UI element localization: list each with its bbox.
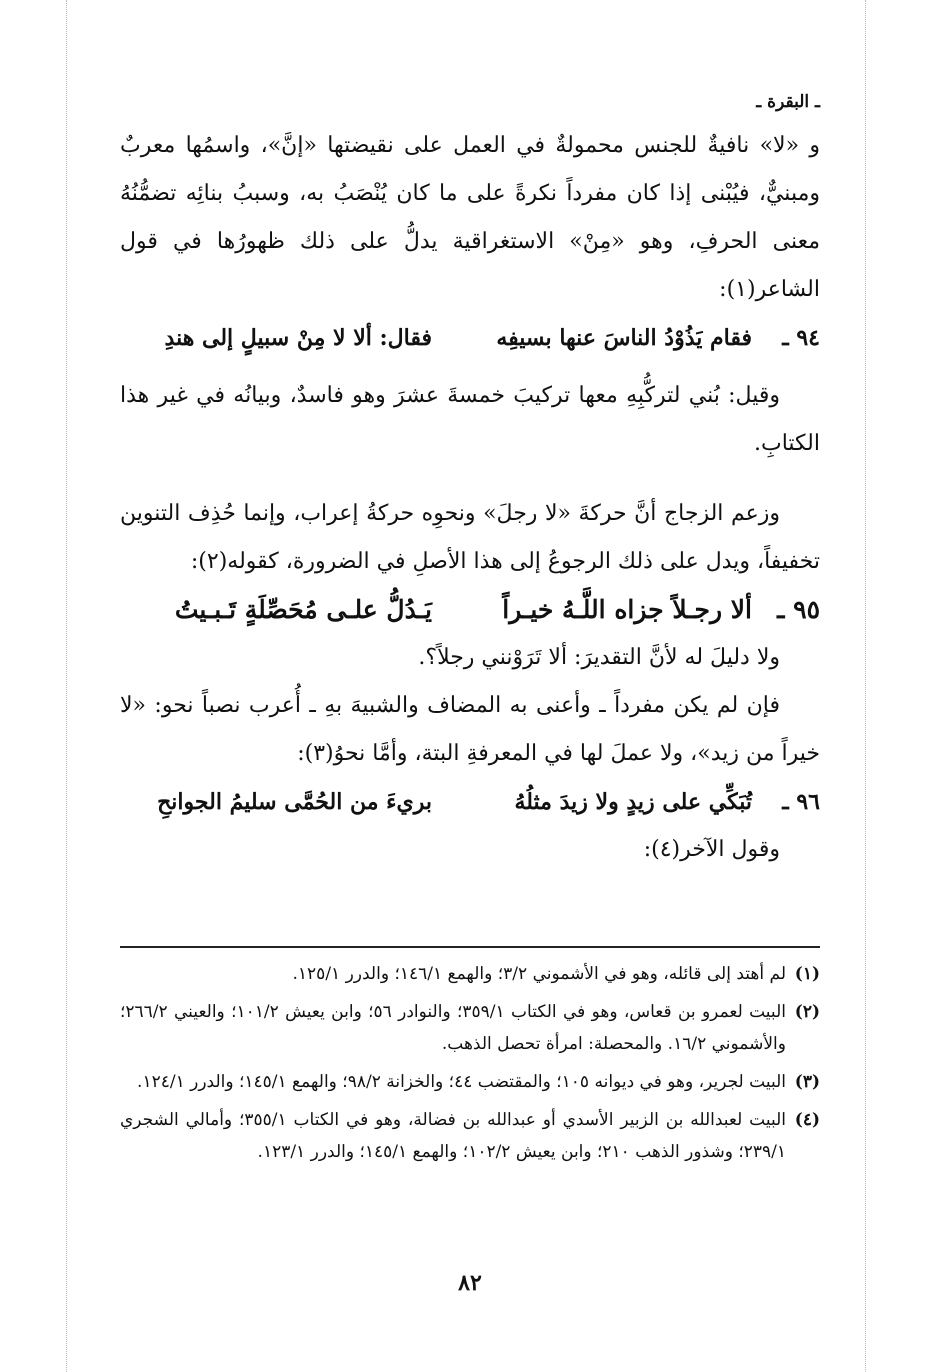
- verse-second-hemistich: فقال: ألا لا مِنْ سبيلٍ إلى هندِ: [164, 325, 432, 351]
- verse-second-hemistich: يَـدُلُّ علـى مُحَصِّلَةٍ تَـبـيتُ: [174, 595, 432, 624]
- paragraph-2: وقيل: بُني لتركُّبِهِ معها تركيبَ خمسةَ عشرَ وهو فاسدٌ، وبيانُه في غير هذا الكتابِ.: [120, 383, 820, 456]
- page-number: ٨٢: [458, 1270, 482, 1296]
- left-margin-guide: [66, 0, 67, 1372]
- verse-number: ٩٦ ـ: [782, 789, 820, 815]
- footnote-number: (٤): [794, 1110, 820, 1130]
- footnote-divider: [120, 946, 820, 948]
- paragraph-3: وزعم الزجاج أنَّ حركةَ «لا رجلَ» ونحوِه حركةُ إعراب، وإنما حُذِف التنوين تخفيفاً، ويدل على ذلك الرجوعُ إلى هذا الأصلِ في الضرورة، كقوله(٢):: [120, 501, 820, 574]
- paragraph-6: وقول الآخر(٤):: [643, 837, 780, 862]
- footnote-1: [120, 958, 820, 990]
- footnote-3: [120, 1066, 820, 1098]
- footnote-text: البيت لعمرو بن قعاس، وهو في الكتاب ٣٥٩/١؛ والنوادر ٥٦؛ وابن يعيش ١٠١/٢؛ والعيني ٢٦٦/٢؛ والأشموني ١٦/٢. والمحصلة: امرأة تحصل الذهب.: [120, 1002, 786, 1054]
- verse-number: ٩٥ ـ: [777, 595, 820, 624]
- footnote-text: البيت لعبدالله بن الزبير الأسدي أو عبدالله بن فضالة، وهو في الكتاب ٣٥٥/١؛ وأمالي الشجري ٢٣٩/١؛ وشذور الذهب ٢١٠؛ وابن يعيش ١٠٢/٢؛ والهمع ١٤٥/١؛ والدرر ١٢٣/١.: [120, 1110, 786, 1162]
- footnote-number: (١): [794, 964, 820, 984]
- verse-second-hemistich: بريءَ من الحُمَّى سليمُ الجوانحِ: [157, 789, 432, 815]
- main-text: [120, 122, 820, 874]
- verse-96: [120, 778, 820, 826]
- paragraph-5: فإن لم يكن مفرداً ـ وأعنى به المضاف والشبيهَ بهِ ـ أُعرب نصباً نحو: «لا خيراً من زيد»، ولا عملَ لها في المعرفةِ البتة، وأمَّا نحوُ(٣):: [120, 693, 820, 766]
- verse-95: [120, 586, 820, 634]
- verse-first-hemistich: ألا رجـلاً جزاه اللَّـهُ خيـراً: [502, 595, 752, 624]
- footnote-text: لم أهتد إلى قائله، وهو في الأشموني ٣/٢؛ والهمع ١٤٦/١؛ والدرر ١٢٥/١.: [292, 964, 786, 984]
- footnote-4: [120, 1104, 820, 1168]
- footnotes: [120, 958, 820, 1174]
- verse-first-hemistich: تُبَكِّي على زيدٍ ولا زيدَ مثلُهُ: [514, 789, 752, 815]
- verse-number: ٩٤ ـ: [782, 325, 820, 351]
- verse-94: [120, 314, 820, 362]
- footnote-number: (٢): [794, 1002, 820, 1022]
- running-header: ـ البقرة ـ: [756, 92, 820, 112]
- paragraph-4: ولا دليلَ له لأنَّ التقديرَ: ألا تَرَوْنني رجلاً؟.: [418, 645, 780, 670]
- paragraph-1: و «لا» نافيةٌ للجنس محمولةٌ في العمل على نقيضتها «إنَّ»، واسمُها معربٌ ومبنيٌّ، فيُبْنى إذا كان مفرداً نكرةً على ما كان يُنْصَبُ به، وسببُ بنائِه تضمُّنُهُ معنى الحرفِ، وهو «مِنْ» الاستغراقية يدلُّ على ذلك ظهورُها في قول الشاعر(١):: [120, 133, 820, 302]
- footnote-number: (٣): [794, 1072, 820, 1092]
- footnote-2: [120, 996, 820, 1060]
- verse-first-hemistich: فقام يَذُوْدُ الناسَ عنها بسيفِه: [496, 325, 752, 351]
- right-margin-guide: [865, 0, 866, 1372]
- footnote-text: البيت لجرير، وهو في ديوانه ١٠٥؛ والمقتضب ٤٤؛ والخزانة ٩٨/٢؛ والهمع ١٤٥/١؛ والدرر ١٢٤/١.: [137, 1072, 786, 1092]
